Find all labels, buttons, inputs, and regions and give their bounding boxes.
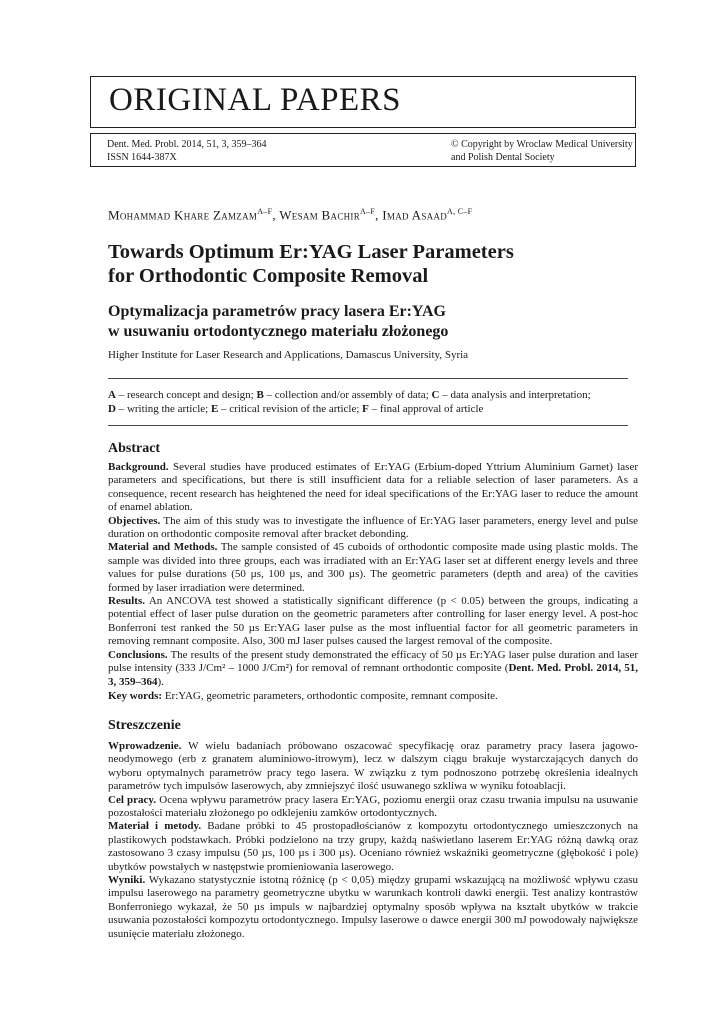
streszczenie-body	[108, 740, 638, 941]
abstract-objectives	[108, 515, 638, 542]
keywords	[108, 690, 498, 702]
keywords-text: Er:YAG, geometric parameters, orthodontic composite, remnant composite.	[162, 690, 498, 702]
author-name: Imad Asaad	[382, 207, 448, 223]
abstract-background	[108, 461, 638, 515]
journal-meta-box	[90, 133, 636, 167]
wprowadzenie-label: Wprowadzenie.	[108, 740, 182, 752]
contribution-line-2: D – writing the article; E – critical revision of the article; F – final approval of article	[108, 403, 484, 415]
cel-label: Cel pracy.	[108, 793, 157, 806]
author-roles: A–F	[360, 207, 376, 216]
streszczenie-heading: Streszczenie	[108, 718, 181, 733]
affiliation: Higher Institute for Laser Research and Applications, Damascus University, Syria	[108, 349, 469, 361]
wyniki-text: Wykazano statystycznie istotną różnicę (p < 0,05) między grupami wskazującą na możliwość wpływu czasu impulsu laserowego na parametry geometryczne ubytku w warunkach kontroli dawki energii. Test analizy kontrastów Bonferroniego wykazał, że 50 µs impuls w najbardziej optymalny sposób wpływa na kształt ubytków w trakcie usuwania pozostałości kompozytu ortodontycznego. Impulsy laserowe o dawce energii 300 mJ powodowały największe usunięcie materiału złożonego.	[108, 874, 638, 940]
background-text: Several studies have produced estimates of Er:YAG (Erbium-doped Yttrium Aluminium Garnet) laser parameters and specifications, but there is still insufficient data for a reliable selection of laser parameters. As a consequence, recent research has heightened the need for ideal specifications of the Er:YAG laser to reduce the amount of enamel ablation.	[108, 461, 638, 514]
article-title-polish-line-1: Optymalizacja parametrów pracy lasera Er:YAG	[108, 303, 446, 320]
abstract-heading: Abstract	[108, 441, 161, 456]
article-title-polish	[108, 302, 628, 342]
material-label: Materiał i metody.	[108, 820, 202, 833]
objectives-text: The aim of this study was to investigate the influence of Er:YAG laser parameters, energy level and pulse duration on orthodontic composite removal after bracket debonding.	[108, 514, 638, 541]
objectives-label: Objectives.	[108, 514, 161, 527]
streszczenie-wyniki	[108, 874, 638, 941]
article-title-line-2: for Orthodontic Composite Removal	[108, 265, 429, 287]
methods-label: Material and Methods.	[108, 541, 218, 554]
divider-bottom	[108, 425, 628, 426]
copyright-line-2: and Polish Dental Society	[451, 152, 555, 163]
journal-issn: ISSN 1644-387X	[107, 152, 177, 163]
section-title: ORIGINAL PAPERS	[109, 82, 402, 118]
conclusions-label: Conclusions.	[108, 648, 168, 661]
abstract-results	[108, 595, 638, 649]
citation-end: ).	[157, 675, 164, 688]
author-name: Wesam Bachir	[279, 207, 361, 223]
copyright-line-1: © Copyright by Wroclaw Medical University	[451, 139, 633, 150]
keywords-label: Key words:	[108, 690, 163, 702]
copyright-notice	[451, 138, 633, 164]
streszczenie-material	[108, 820, 638, 874]
article-title-line-1: Towards Optimum Er:YAG Laser Parameters	[108, 241, 514, 263]
results-text: An ANCOVA test showed a statistically significant difference (p < 0.05) between the groups, indicating a potential effect of laser pulse duration on the geometric parameters after controlling for laser energy level. A post-hoc Bonferroni test ranked the 50 µs Er:YAG laser pulse as the most influential factor for all geometric parameters in removing remnant composite. Also, 300 mJ laser pulses caused the largest removal of the composite.	[108, 595, 638, 648]
conclusions-text: The results of the present study demonstrated the efficacy of 50 µs Er:YAG laser pulse duration and laser pulse intensity (333 J/Cm² – 1000 J/Cm²) for removal of remnant orthodontic composite (	[108, 648, 638, 675]
journal-line-1: Dent. Med. Probl. 2014, 51, 3, 359–364	[107, 139, 267, 150]
wyniki-label: Wyniki.	[108, 874, 146, 887]
journal-citation	[107, 138, 266, 164]
article-title	[108, 240, 628, 288]
article-title-polish-line-2: w usuwaniu ortodontycznego materiału złożonego	[108, 323, 449, 340]
contribution-line-1: A – research concept and design; B – collection and/or assembly of data; C – data analysis and interpretation;	[108, 389, 591, 401]
results-label: Results.	[108, 595, 145, 608]
cel-text: Ocena wpływu parametrów pracy lasera Er:YAG, poziomu energii oraz czasu trwania impulsu na usuwanie pozostałości materiału złożonego po odklejeniu zamków ortodontycznych.	[108, 793, 638, 820]
material-text: Badane próbki to 45 prostopadłościanów z kompozytu ortodontycznego umieszczonych na plastikowych podstawkach. Próbki podzielono na trzy grupy, każdą naświetlano laserem Er:YAG różną dawką oraz zastosowano 3 czasy impulsu (50 µs, 100 µs i 300 µs). Oceniano również wskaźniki geometryczne (głębokość i pole) ubytków powstałych w następstwie promieniowania laserowego.	[108, 820, 638, 873]
abstract-conclusions	[108, 649, 638, 689]
section-header-box	[90, 76, 636, 128]
author-roles: A–F	[257, 207, 273, 216]
streszczenie-cel	[108, 794, 638, 821]
contribution-legend	[108, 388, 628, 416]
author-list: Mohammad Khare Zamzam$^{A-F}$, Wesam Bachir$^{A-F}$, Imad Asaad$^{A, C-F}$	[108, 207, 473, 223]
author-roles: A, C–F	[447, 207, 473, 216]
abstract-body	[108, 461, 638, 689]
citation-text: Dent. Med. Probl. 2014, 51, 3, 359–364	[108, 662, 638, 688]
wprowadzenie-text: W wielu badaniach próbowano oszacować specyfikację oraz parametry pracy lasera jagowo-neodymowego (erb z granatem aluminiowo-itrowym), lecz w dalszym ciągu brakuje wystarczających danych do wyboru optymalnych parametrów pracy tego lasera. W związku z tym podnoszono potrzebę określenia idealnych parametrów tych impulsów laserowych, aby zmniejszyć ilość usuwanego szkliwa w wyniku fotoablacji.	[108, 740, 638, 793]
author-name: Mohammad Khare Zamzam	[108, 207, 258, 223]
background-label: Background.	[108, 461, 169, 473]
methods-text: The sample consisted of 45 cuboids of orthodontic composite made using plastic molds. The sample was divided into three groups, each was irradiated with an Er:YAG laser set at different energy levels and three values for pulse durations (50 µs, 100 µs, and 300 µs). The geometric parameters (depth and area) of the cavities formed by laser irradiation were determined.	[108, 541, 638, 594]
streszczenie-wprowadzenie	[108, 740, 638, 794]
abstract-methods	[108, 541, 638, 595]
divider-top	[108, 378, 628, 379]
